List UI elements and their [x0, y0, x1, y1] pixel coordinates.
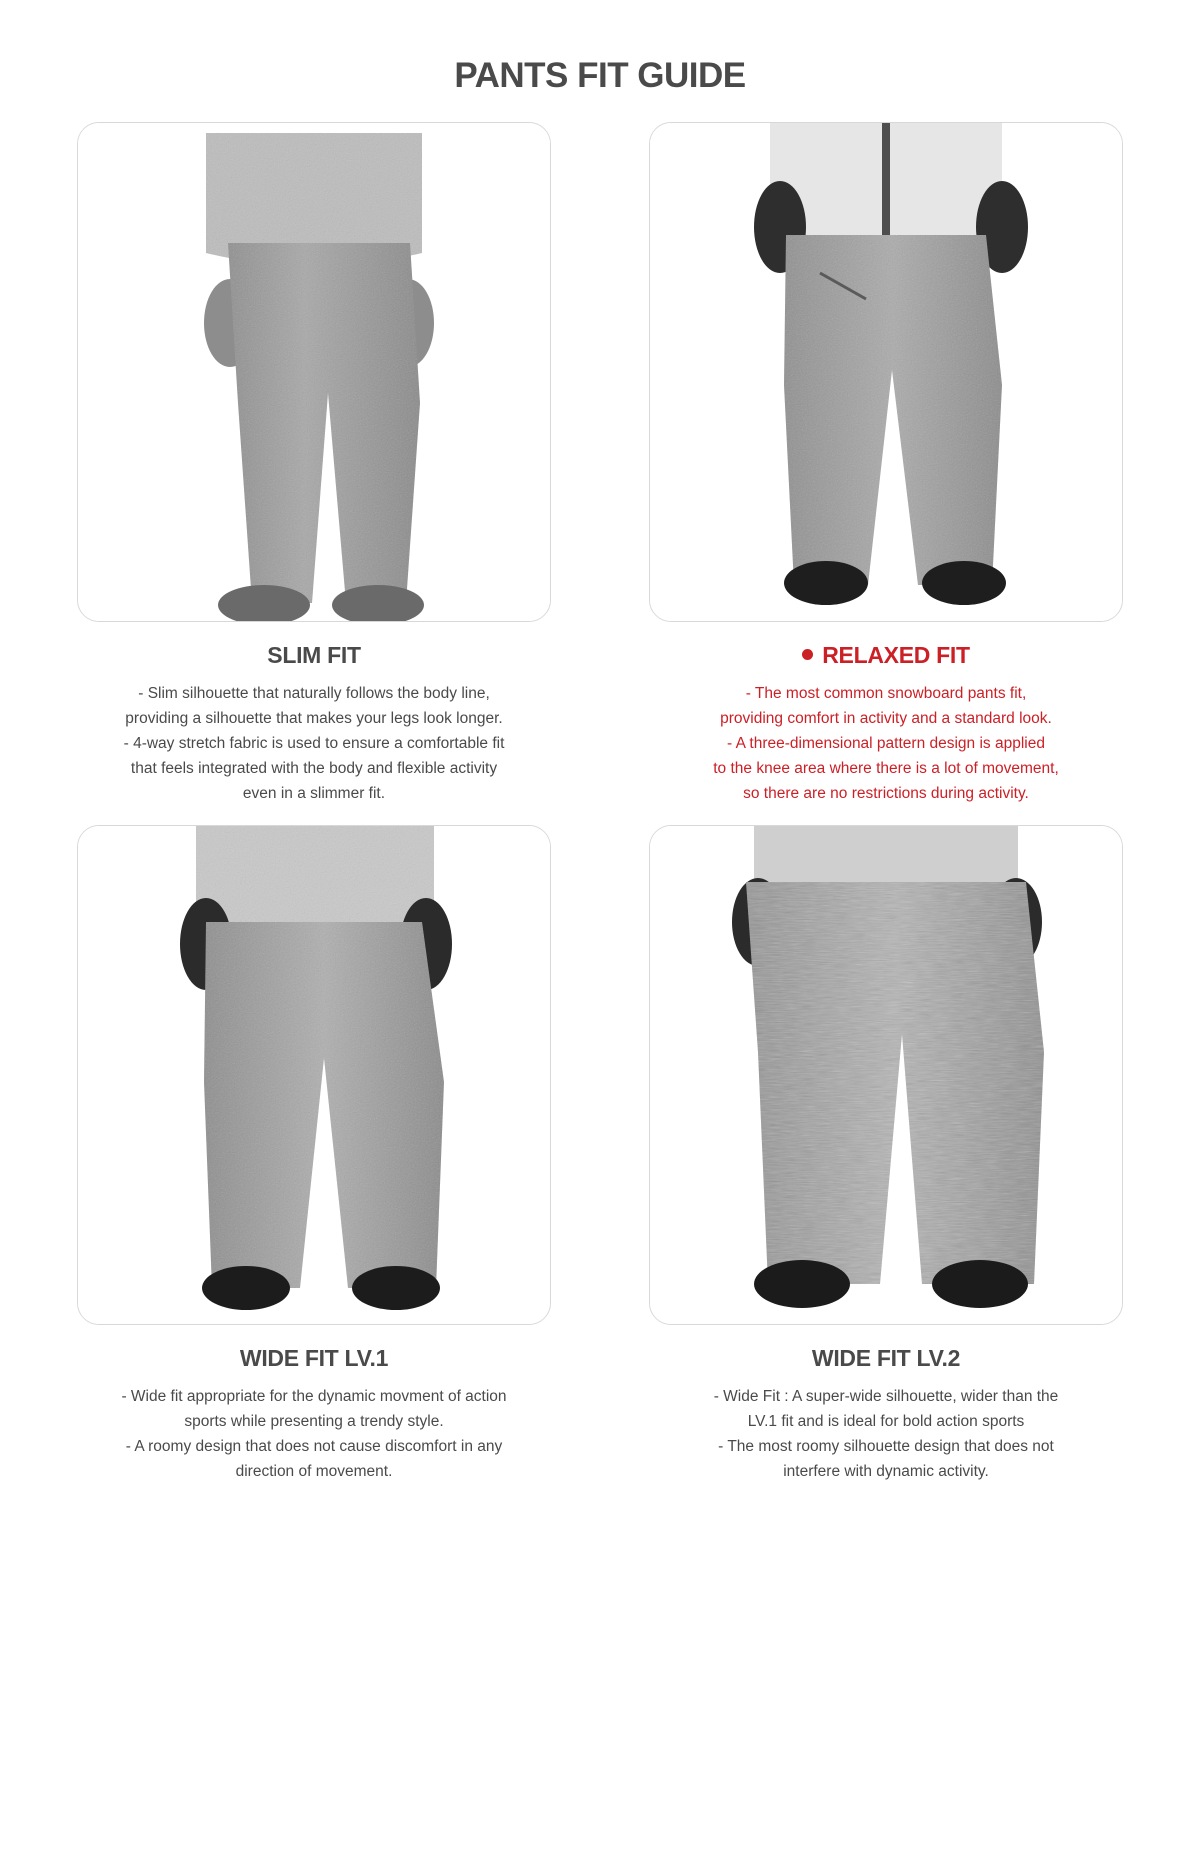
fit-title-wide-fit-lv1: WIDE FIT LV.1	[239, 1344, 389, 1371]
desc-line: so there are no restrictions during activity.	[743, 785, 1029, 803]
page-title: PANTS FIT GUIDE	[454, 56, 746, 95]
desc-line: - Wide fit appropriate for the dynamic movment of action	[121, 1387, 507, 1405]
selected-dot-icon	[802, 649, 813, 660]
wide-fit-lv1-pants-photo	[77, 825, 551, 1325]
relaxed-fit-pants-photo	[649, 122, 1123, 622]
fit-card-wide-fit-lv1	[77, 825, 551, 1484]
fit-card-relaxed-fit	[649, 122, 1123, 807]
desc-line: - A roomy design that does not cause discomfort in any	[125, 1437, 503, 1455]
fit-card-wide-fit-lv2	[649, 825, 1123, 1484]
fit-caption-slim-fit	[77, 642, 551, 807]
fit-description-wide-fit-lv1	[99, 1384, 529, 1484]
fit-caption-wide-fit-lv2	[649, 1345, 1123, 1484]
desc-line: - 4-way stretch fabric is used to ensure a comfortable fit	[123, 735, 505, 753]
fit-title-text: RELAXED FIT	[822, 642, 970, 668]
desc-line: that feels integrated with the body and flexible activity	[130, 760, 498, 778]
desc-line: interfere with dynamic activity.	[783, 1462, 989, 1480]
fit-title-relaxed-fit	[802, 642, 969, 669]
fit-title-slim-fit: SLIM FIT	[267, 642, 361, 668]
desc-line: providing comfort in activity and a standard look.	[720, 710, 1052, 728]
wide-fit-lv2-pants-photo	[649, 825, 1123, 1325]
desc-line: sports while presenting a trendy style.	[184, 1412, 444, 1430]
fit-caption-relaxed-fit	[649, 642, 1123, 807]
pants-fit-guide-page	[77, 56, 1123, 1502]
desc-line: - A three-dimensional pattern design is applied	[727, 735, 1045, 753]
fit-caption-wide-fit-lv1	[77, 1345, 551, 1484]
fit-card-grid	[77, 122, 1123, 1502]
desc-line: even in a slimmer fit.	[242, 785, 386, 803]
desc-line: - The most common snowboard pants fit,	[745, 685, 1027, 702]
desc-line: to the knee area where there is a lot of movement,	[713, 760, 1059, 778]
desc-line: direction of movement.	[235, 1462, 393, 1480]
slim-fit-pants-photo	[77, 122, 551, 622]
fit-description-slim-fit	[99, 681, 529, 807]
desc-line: - Wide Fit : A super-wide silhouette, wider than the	[713, 1387, 1059, 1405]
desc-line: LV.1 fit and is ideal for bold action sports	[747, 1412, 1025, 1430]
desc-line: providing a silhouette that makes your legs look longer.	[125, 710, 503, 728]
fit-description-wide-fit-lv2	[671, 1384, 1101, 1484]
fit-title-wide-fit-lv2: WIDE FIT LV.2	[811, 1344, 961, 1371]
desc-line: - The most roomy silhouette design that does not	[718, 1437, 1054, 1455]
desc-line: - Slim silhouette that naturally follows the body line,	[138, 685, 490, 702]
fit-description-relaxed-fit	[671, 681, 1101, 807]
fit-card-slim-fit	[77, 122, 551, 807]
